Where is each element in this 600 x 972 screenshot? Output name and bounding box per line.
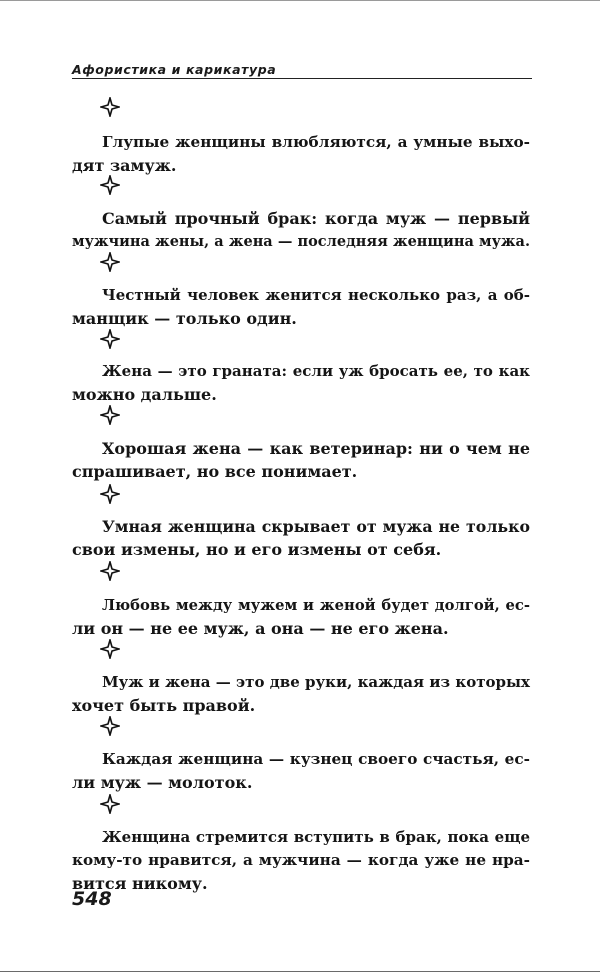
quote-9: [72, 748, 530, 794]
quote-line: Муж и жена — это две руки, каждая из которых: [102, 673, 530, 691]
star-ornament-icon: [100, 716, 120, 736]
quote-line: манщик — только один.: [72, 309, 297, 328]
quote-line: хочет быть правой.: [72, 696, 256, 715]
star-ornament-icon: [100, 329, 120, 349]
quote-line: мужчина жены, а жена — последняя женщина мужа.: [72, 233, 530, 250]
quote-line: ли он — не ее муж, а она — не его жена.: [72, 619, 449, 638]
page-number: 548: [72, 888, 112, 910]
star-ornament-icon: [100, 252, 120, 272]
quote-line: дят замуж.: [72, 156, 177, 175]
star-ornament-icon: [100, 484, 120, 504]
quote-10: [72, 826, 530, 895]
star-ornament-icon: [100, 561, 120, 581]
quote-line: вится никому.: [72, 874, 208, 893]
quote-5: [72, 437, 530, 483]
quote-line: Любовь между мужем и женой будет долгой, ес-: [102, 597, 530, 614]
quote-line: Жена — это граната: если уж бросать ее, то как: [102, 362, 530, 380]
quote-8: [72, 671, 530, 717]
star-ornament-icon: [100, 794, 120, 814]
header-rule: [72, 78, 532, 79]
quote-7: [72, 594, 530, 640]
quote-line: Глупые женщины влюбляются, а умные выхо-: [102, 133, 530, 151]
quote-6: [72, 515, 530, 561]
quote-2: [72, 207, 530, 253]
quote-line: Самый прочный брак: когда муж — первый: [102, 209, 530, 228]
quote-line: ли муж — молоток.: [72, 773, 253, 792]
quote-line: Умная женщина скрывает от мужа не только: [102, 517, 530, 536]
quote-line: можно дальше.: [72, 385, 217, 404]
star-ornament-icon: [100, 405, 120, 425]
quote-line: спрашивает, но все понимает.: [72, 462, 358, 481]
star-ornament-icon: [100, 639, 120, 659]
quote-line: Хорошая жена — как ветеринар: ни о чем не: [102, 439, 530, 458]
quote-4: [72, 360, 530, 406]
quote-line: кому-то нравится, а мужчина — когда уже не нра-: [72, 851, 530, 869]
quote-3: [72, 284, 530, 330]
running-head-title: Афористика и карикатура: [72, 62, 277, 77]
star-ornament-icon: [100, 97, 120, 117]
quote-line: свои измены, но и его измены от себя.: [72, 540, 442, 559]
quote-line: Женщина стремится вступить в брак, пока еще: [102, 828, 530, 846]
quote-line: Каждая женщина — кузнец своего счастья, ес-: [102, 750, 530, 768]
quote-line: Честный человек женится несколько раз, а об-: [102, 286, 530, 304]
quote-1: [72, 131, 530, 177]
star-ornament-icon: [100, 175, 120, 195]
